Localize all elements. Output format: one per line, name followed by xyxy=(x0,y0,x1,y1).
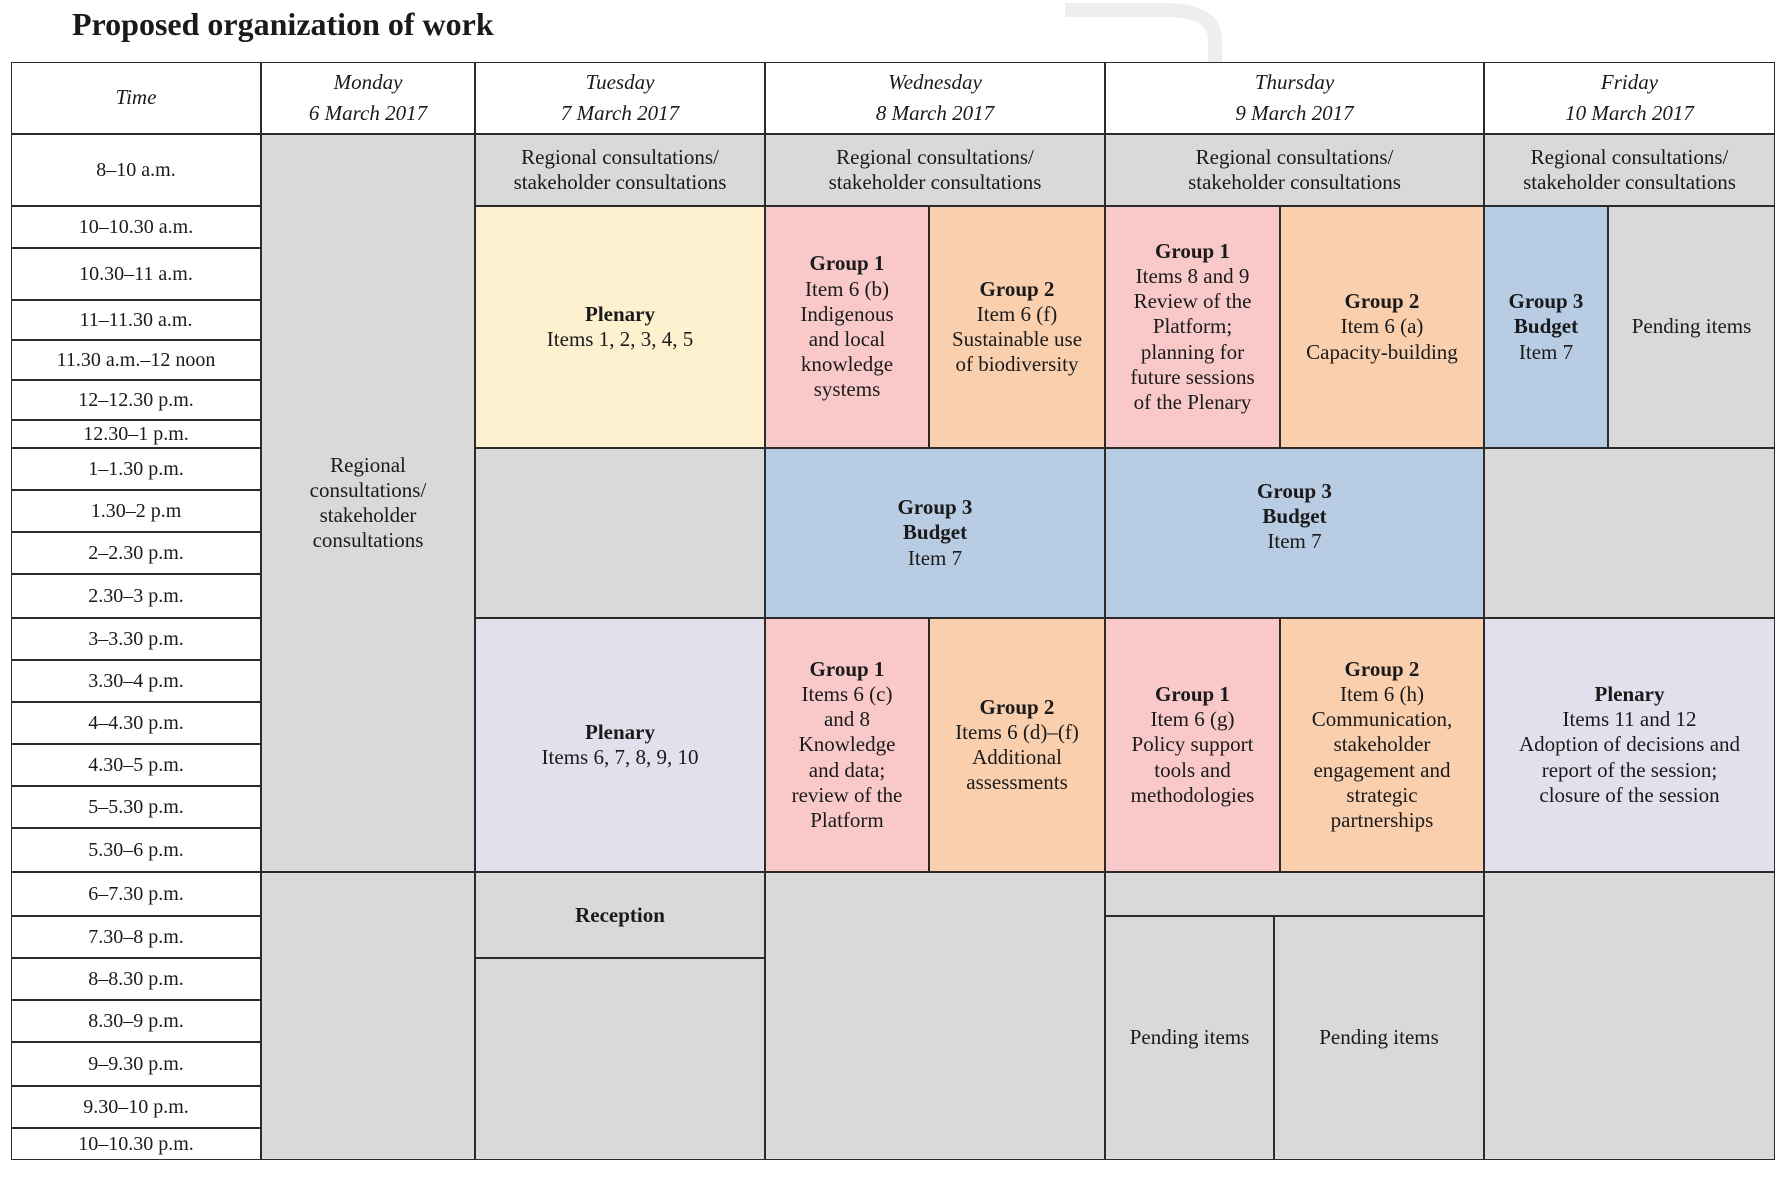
time-slot xyxy=(11,134,261,206)
session-title: Plenary xyxy=(1594,682,1665,707)
session-title: Group 1 xyxy=(809,656,885,681)
time-label: 12–12.30 p.m. xyxy=(78,389,194,411)
header-day-name: Monday xyxy=(333,69,403,94)
time-slot xyxy=(11,1086,261,1128)
header-day-date: 8 March 2017 xyxy=(875,101,995,125)
session-line: Pending items xyxy=(1129,1025,1250,1050)
session-line: knowledge xyxy=(800,352,894,377)
session-line: Platform; xyxy=(1152,314,1233,339)
session-line: and 8 xyxy=(823,707,871,732)
friday-plenary-afternoon xyxy=(1484,618,1775,872)
session-line: tools and xyxy=(1154,757,1231,782)
schedule-table xyxy=(11,62,1775,1160)
session-line: engagement and xyxy=(1313,757,1451,782)
time-slot xyxy=(11,958,261,1000)
session-title: Group 3 xyxy=(1508,289,1584,314)
time-slot xyxy=(11,786,261,828)
time-slot xyxy=(11,340,261,380)
session-title: Group 1 xyxy=(809,251,885,276)
monday-evening-block xyxy=(261,872,475,1160)
session-line: Pending items xyxy=(1631,314,1752,339)
session-line: and data; xyxy=(808,757,886,782)
header-tuesday xyxy=(475,62,765,134)
friday-group3-morning xyxy=(1484,206,1608,448)
time-label: 11.30 a.m.–12 noon xyxy=(56,349,216,371)
tuesday-midday-block xyxy=(475,448,765,618)
wednesday-group2-morning xyxy=(929,206,1105,448)
session-line: consultations/ xyxy=(309,477,427,502)
session-line: Item 6 (f) xyxy=(976,301,1058,326)
time-label: 5.30–6 p.m. xyxy=(88,839,184,861)
session-line: of biodiversity xyxy=(955,352,1079,377)
session-line: stakeholder consultations xyxy=(1523,170,1736,194)
session-line: Capacity-building xyxy=(1306,339,1458,364)
thursday-pending-items-right xyxy=(1274,916,1484,1160)
time-label: 10–10.30 a.m. xyxy=(78,216,194,238)
session-line: Items 1, 2, 3, 4, 5 xyxy=(546,327,694,351)
time-label: 5–5.30 p.m. xyxy=(88,796,184,818)
time-slot xyxy=(11,1128,261,1160)
header-friday xyxy=(1484,62,1775,134)
session-title: Plenary xyxy=(585,719,655,744)
thursday-group1-morning xyxy=(1105,206,1280,448)
wednesday-group1-afternoon xyxy=(765,618,929,872)
session-line: stakeholder xyxy=(1333,732,1431,757)
header-day-name: Tuesday xyxy=(585,69,655,94)
session-line: of the Plenary xyxy=(1133,389,1252,414)
time-slot xyxy=(11,420,261,448)
wednesday-consultations-block xyxy=(765,134,1105,206)
time-slot xyxy=(11,702,261,744)
wednesday-group1-morning xyxy=(765,206,929,448)
friday-evening-block xyxy=(1484,872,1775,1160)
monday-consultations-block xyxy=(261,134,475,872)
time-label: 11–11.30 a.m. xyxy=(79,309,193,331)
time-slot xyxy=(11,1000,261,1042)
time-slot xyxy=(11,248,261,300)
session-title: Group 2 xyxy=(979,694,1055,719)
thursday-evening-gap xyxy=(1105,872,1484,916)
time-slot xyxy=(11,872,261,916)
time-label: 2.30–3 p.m. xyxy=(88,585,184,607)
session-line: stakeholder consultations xyxy=(1188,170,1401,194)
thursday-group3-midday xyxy=(1105,448,1484,618)
session-line: Items 6 (c) xyxy=(801,682,893,707)
session-line: stakeholder xyxy=(319,503,417,527)
header-day-name: Friday xyxy=(1600,69,1659,94)
tuesday-reception-block xyxy=(475,872,765,958)
time-label: 4–4.30 p.m. xyxy=(88,712,184,734)
session-title: Group 2 xyxy=(1344,656,1420,681)
header-monday xyxy=(261,62,475,134)
time-slot xyxy=(11,448,261,490)
session-line: Item 7 xyxy=(1267,529,1322,554)
session-line: stakeholder consultations xyxy=(513,170,727,194)
friday-consultations-block xyxy=(1484,134,1775,206)
header-day-date: 10 March 2017 xyxy=(1565,101,1694,125)
session-title: Group 1 xyxy=(1155,238,1230,263)
time-label: 6–7.30 p.m. xyxy=(88,883,184,905)
session-line: planning for xyxy=(1140,339,1245,364)
time-label: 9.30–10 p.m. xyxy=(83,1096,189,1118)
session-line: closure of the session xyxy=(1539,782,1720,807)
time-label: 4.30–5 p.m. xyxy=(88,754,184,776)
session-line: Items 6, 7, 8, 9, 10 xyxy=(541,745,699,769)
session-line: Platform xyxy=(810,807,884,832)
time-slot xyxy=(11,618,261,660)
session-title: Budget xyxy=(1262,504,1327,529)
header-wednesday xyxy=(765,62,1105,134)
header-time-label: Time xyxy=(115,85,157,110)
session-line: stakeholder consultations xyxy=(828,170,1042,194)
session-line: Item 7 xyxy=(1518,339,1574,364)
wednesday-group2-afternoon xyxy=(929,618,1105,872)
session-line: Adoption of decisions and xyxy=(1518,732,1741,757)
session-line: future sessions xyxy=(1130,364,1255,389)
time-slot xyxy=(11,828,261,872)
thursday-pending-items-left xyxy=(1105,916,1274,1160)
thursday-group2-morning xyxy=(1280,206,1484,448)
header-day-date: 9 March 2017 xyxy=(1235,101,1354,125)
session-line: Regional consultations/ xyxy=(836,144,1034,169)
session-line: Item 7 xyxy=(907,545,963,570)
time-slot xyxy=(11,574,261,618)
session-line: Policy support xyxy=(1131,732,1254,757)
wednesday-evening-block xyxy=(765,872,1105,1160)
session-line: Item 6 (b) xyxy=(805,276,889,301)
session-line: Pending items xyxy=(1319,1025,1439,1050)
session-line: assessments xyxy=(966,770,1068,795)
session-title: Reception xyxy=(575,903,665,927)
session-title: Group 2 xyxy=(979,276,1055,301)
session-line: methodologies xyxy=(1130,782,1255,807)
thursday-consultations-block xyxy=(1105,134,1484,206)
time-slot xyxy=(11,916,261,958)
header-time xyxy=(11,62,261,134)
session-line: Item 6 (h) xyxy=(1340,682,1424,707)
watermark-graphic xyxy=(1045,0,1345,70)
time-label: 1–1.30 p.m. xyxy=(88,458,184,480)
session-line: strategic xyxy=(1346,782,1418,807)
thursday-group2-afternoon xyxy=(1280,618,1484,872)
session-title: Plenary xyxy=(585,301,655,326)
session-line: Additional xyxy=(972,745,1062,769)
friday-midday-block xyxy=(1484,448,1775,618)
time-slot xyxy=(11,744,261,786)
tuesday-evening-block xyxy=(475,958,765,1160)
header-thursday xyxy=(1105,62,1484,134)
header-day-name: Thursday xyxy=(1254,69,1335,94)
time-label: 1.30–2 p.m xyxy=(90,500,182,522)
session-line: Regional consultations/ xyxy=(1195,144,1394,169)
session-line: Items 6 (d)–(f) xyxy=(955,719,1079,744)
time-slot xyxy=(11,206,261,248)
time-label: 8.30–9 p.m. xyxy=(88,1010,184,1032)
session-line: systems xyxy=(813,377,881,402)
session-title: Group 2 xyxy=(1344,289,1420,314)
header-day-name: Wednesday xyxy=(888,69,982,94)
session-line: Regional consultations/ xyxy=(1530,144,1729,169)
time-label: 10.30–11 a.m. xyxy=(79,263,193,285)
session-line: review of the xyxy=(791,782,903,807)
session-line: report of the session; xyxy=(1541,757,1718,782)
time-slot xyxy=(11,300,261,340)
time-label: 8–8.30 p.m. xyxy=(88,968,184,990)
time-label: 12.30–1 p.m. xyxy=(83,423,189,445)
session-line: Communication, xyxy=(1311,707,1453,732)
session-title: Group 3 xyxy=(1257,479,1332,503)
header-day-date: 7 March 2017 xyxy=(560,101,680,125)
session-line: Item 6 (g) xyxy=(1150,707,1235,732)
time-slot xyxy=(11,660,261,702)
time-slot xyxy=(11,1042,261,1086)
time-label: 3–3.30 p.m. xyxy=(88,628,184,650)
page-title: Proposed organization of work xyxy=(72,6,494,42)
session-line: Knowledge xyxy=(798,732,896,757)
session-title: Budget xyxy=(1513,314,1579,339)
session-line: Item 6 (a) xyxy=(1340,314,1424,339)
session-line: Sustainable use xyxy=(951,327,1083,351)
session-line: Items 11 and 12 xyxy=(1562,707,1697,732)
wednesday-group3-midday xyxy=(765,448,1105,618)
time-label: 9–9.30 p.m. xyxy=(88,1053,184,1075)
session-line: consultations xyxy=(312,528,424,553)
tuesday-plenary-morning xyxy=(475,206,765,448)
time-label: 3.30–4 p.m. xyxy=(88,670,184,692)
session-title: Group 3 xyxy=(897,495,973,520)
tuesday-plenary-afternoon xyxy=(475,618,765,872)
time-label: 8–10 a.m. xyxy=(96,159,176,181)
thursday-group1-afternoon xyxy=(1105,618,1280,872)
time-slot xyxy=(11,532,261,574)
session-line: Review of the xyxy=(1133,289,1252,314)
session-line: partnerships xyxy=(1330,807,1434,832)
time-slot xyxy=(11,380,261,420)
session-line: Items 8 and 9 xyxy=(1135,264,1250,289)
session-line: and local xyxy=(808,327,886,351)
time-label: 2–2.30 p.m. xyxy=(88,542,184,564)
time-slot xyxy=(11,490,261,532)
friday-pending-items xyxy=(1608,206,1775,448)
session-title: Budget xyxy=(902,520,968,545)
time-label: 7.30–8 p.m. xyxy=(88,926,184,948)
session-title: Group 1 xyxy=(1155,682,1230,707)
session-line: Regional consultations/ xyxy=(521,144,719,169)
time-label: 10–10.30 p.m. xyxy=(78,1133,194,1155)
tuesday-consultations-block xyxy=(475,134,765,206)
session-line: Regional xyxy=(330,452,406,477)
session-line: Indigenous xyxy=(800,301,894,326)
header-day-date: 6 March 2017 xyxy=(308,101,428,125)
